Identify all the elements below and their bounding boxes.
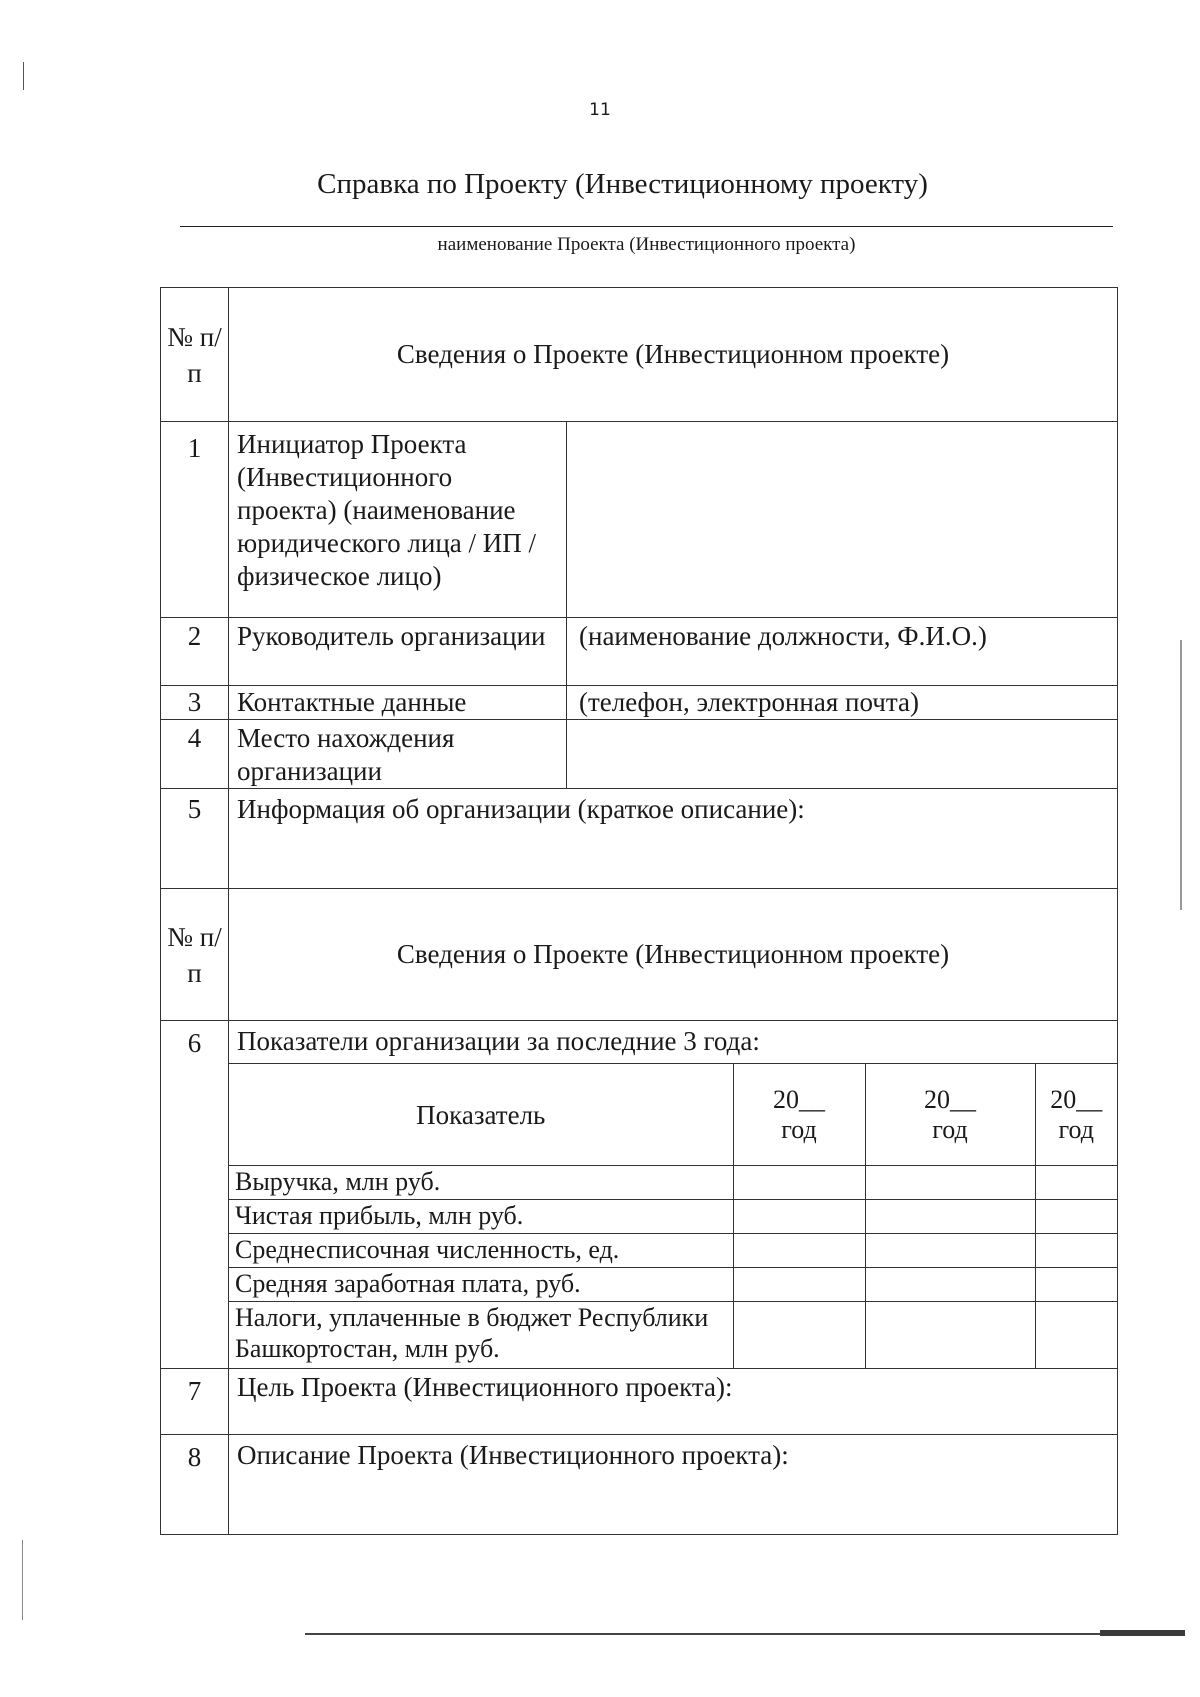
row-number: 8 (161, 1434, 229, 1534)
row-number: 7 (161, 1368, 229, 1434)
indicator-label: Налоги, уплаченные в бюджет Республики Башкортостан, млн руб. (229, 1302, 733, 1368)
year-prefix: 20__ (1050, 1084, 1103, 1114)
initiator-value-field[interactable] (567, 422, 1118, 618)
table-row (161, 720, 1118, 789)
indicator-value-cell[interactable] (733, 1234, 865, 1268)
year-column-header (733, 1064, 865, 1166)
scan-artifact (22, 1540, 23, 1620)
row-number: 4 (161, 720, 229, 789)
indicator-value-cell[interactable] (733, 1302, 865, 1368)
table-row (161, 1368, 1118, 1434)
scan-artifact (1180, 640, 1182, 910)
row-number: 2 (161, 618, 229, 686)
indicators-table (229, 1063, 1117, 1368)
row-label-head: Руководитель организации (229, 618, 567, 686)
row-number-header: № п/п (161, 889, 229, 1021)
row-label-org-info[interactable]: Информация об организации (краткое описание): (229, 789, 1118, 889)
row-label-contacts: Контактные данные (229, 686, 567, 720)
indicator-row (229, 1302, 1117, 1368)
indicator-value-cell[interactable] (865, 1166, 1035, 1200)
indicator-column-header: Показатель (229, 1064, 733, 1166)
year-suffix: год (932, 1114, 968, 1144)
indicator-value-cell[interactable] (1035, 1268, 1117, 1302)
document-title: Справка по Проекту (Инвестиционному проекту) (317, 168, 928, 200)
scan-artifact (1100, 1630, 1185, 1636)
indicator-value-cell[interactable] (865, 1234, 1035, 1268)
indicators-cell (229, 1021, 1118, 1369)
row-number: 1 (161, 422, 229, 618)
indicator-row (229, 1268, 1117, 1302)
year-suffix: год (781, 1114, 817, 1144)
section-a-header-row (161, 288, 1118, 422)
indicator-value-cell[interactable] (733, 1268, 865, 1302)
indicator-label: Средняя заработная плата, руб. (229, 1268, 733, 1302)
year-prefix: 20__ (773, 1084, 825, 1114)
indicator-value-cell[interactable] (865, 1302, 1035, 1368)
indicator-value-cell[interactable] (865, 1200, 1035, 1234)
indicators-header-row (229, 1064, 1117, 1166)
indicator-value-cell[interactable] (733, 1166, 865, 1200)
row-label-description[interactable]: Описание Проекта (Инвестиционного проекта): (229, 1434, 1118, 1534)
row-label-location: Место нахождения организации (229, 720, 567, 789)
row-label-goal[interactable]: Цель Проекта (Инвестиционного проекта): (229, 1368, 1118, 1434)
section-b-header-row (161, 889, 1118, 1021)
indicator-label: Среднесписочная численность, ед. (229, 1234, 733, 1268)
table-row (161, 1021, 1118, 1369)
section-a-header: Сведения о Проекте (Инвестиционном проекте) (229, 288, 1118, 422)
table-row (161, 618, 1118, 686)
scan-artifact (23, 62, 24, 90)
indicator-value-cell[interactable] (1035, 1234, 1117, 1268)
row-number: 5 (161, 789, 229, 889)
indicator-value-cell[interactable] (733, 1200, 865, 1234)
indicator-row (229, 1166, 1117, 1200)
year-suffix: год (1058, 1114, 1094, 1144)
indicator-value-cell[interactable] (1035, 1200, 1117, 1234)
indicator-value-cell[interactable] (1035, 1166, 1117, 1200)
indicator-row (229, 1234, 1117, 1268)
row-label-initiator: Инициатор Проекта (Инвестиционного проекта) (наименование юридического лица / ИП / физическое лицо) (229, 422, 567, 618)
scan-artifact (305, 1633, 1185, 1635)
page-number: 11 (589, 100, 611, 120)
year-column-header (865, 1064, 1035, 1166)
year-column-header (1035, 1064, 1117, 1166)
table-row (161, 1434, 1118, 1534)
indicator-value-cell[interactable] (1035, 1302, 1117, 1368)
location-value-field[interactable] (567, 720, 1118, 789)
indicator-label: Выручка, млн руб. (229, 1166, 733, 1200)
row-number: 3 (161, 686, 229, 720)
project-name-caption: наименование Проекта (Инвестиционного проекта) (437, 234, 856, 255)
indicator-label: Чистая прибыль, млн руб. (229, 1200, 733, 1234)
project-info-table (160, 287, 1118, 1535)
table-row (161, 686, 1118, 720)
table-row (161, 422, 1118, 618)
row-label-indicators: Показатели организации за последние 3 года: (237, 1026, 760, 1056)
row-number: 6 (161, 1021, 229, 1369)
project-name-line (180, 226, 1113, 227)
head-value-field[interactable]: (наименование должности, Ф.И.О.) (567, 618, 1118, 686)
contacts-value-field[interactable]: (телефон, электронная почта) (567, 686, 1118, 720)
year-prefix: 20__ (924, 1084, 976, 1114)
indicator-row (229, 1200, 1117, 1234)
section-b-header: Сведения о Проекте (Инвестиционном проекте) (229, 889, 1118, 1021)
indicator-value-cell[interactable] (865, 1268, 1035, 1302)
table-row (161, 789, 1118, 889)
row-number-header: № п/п (161, 288, 229, 422)
